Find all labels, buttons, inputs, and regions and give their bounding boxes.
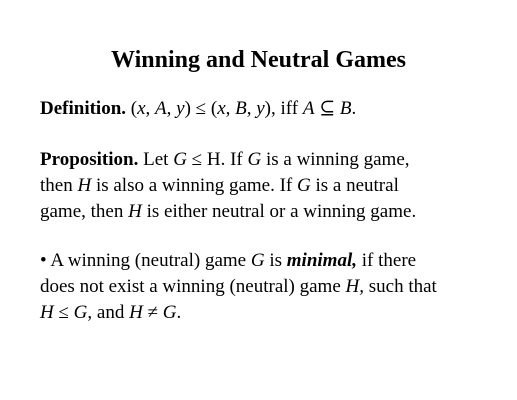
- definition-var: A: [302, 98, 315, 119]
- bullet-line-3: [40, 300, 500, 326]
- proposition-var: G: [173, 149, 187, 170]
- definition-var: A: [155, 98, 167, 119]
- proposition-label: Proposition.: [40, 149, 139, 170]
- definition-text: ), iff: [264, 98, 303, 119]
- proposition-line-1: [40, 147, 500, 173]
- definition-text: ⊆: [314, 98, 340, 119]
- definition-text: ,: [225, 98, 236, 119]
- proposition-var: H: [77, 175, 92, 196]
- definition-var: y: [256, 98, 265, 119]
- bullet-text: ≠: [142, 302, 163, 323]
- bullet-text: ≤: [53, 302, 74, 323]
- definition-line: [40, 96, 500, 122]
- definition-label: Definition.: [40, 98, 127, 119]
- definition-var: x: [137, 98, 146, 119]
- definition-text: (: [126, 98, 138, 119]
- proposition-paragraph: [40, 147, 500, 225]
- bullet-text: is: [264, 250, 287, 271]
- proposition-text: is also a winning game. If: [91, 175, 297, 196]
- definition-var: y: [176, 98, 185, 119]
- bullet-var: G: [250, 250, 265, 271]
- proposition-text: is a winning game,: [261, 149, 410, 170]
- definition-text: ) ≤ (: [184, 98, 218, 119]
- definition-text: ,: [166, 98, 177, 119]
- proposition-text: then: [40, 175, 78, 196]
- proposition-line-3: [40, 199, 500, 225]
- proposition-var: H: [128, 201, 142, 222]
- definition-var: B: [235, 98, 247, 119]
- proposition-text: ≤ H. If: [186, 149, 248, 170]
- bullet-var: G: [162, 302, 177, 323]
- proposition-var: G: [297, 175, 311, 196]
- bullet-text: • A winning (neutral) game: [40, 250, 251, 271]
- bullet-text: does not exist a winning (neutral) game: [40, 276, 346, 297]
- slide-title: Winning and Neutral Games: [111, 47, 406, 73]
- proposition-text: game, then: [40, 201, 129, 222]
- definition-var: B: [339, 98, 352, 119]
- definition-text: ,: [246, 98, 257, 119]
- bullet-text: if there: [357, 250, 417, 271]
- proposition-text: is either neutral or a winning game.: [141, 201, 417, 222]
- bullet-var: H,: [345, 276, 364, 297]
- bullet-var: H: [129, 302, 143, 323]
- bullet-text: .: [176, 302, 182, 323]
- proposition-var: G: [247, 149, 262, 170]
- bullet-emphasis-minimal: minimal,: [286, 250, 357, 271]
- definition-text: ,: [145, 98, 156, 119]
- bullet-var: G: [73, 302, 88, 323]
- definition-text: .: [351, 98, 357, 119]
- bullet-text: , and: [87, 302, 130, 323]
- proposition-text: Let: [138, 149, 174, 170]
- bullet-text: such that: [364, 276, 437, 297]
- bullet-line-1: [40, 248, 500, 274]
- definition-var: x: [217, 98, 226, 119]
- bullet-var: H: [40, 302, 54, 323]
- proposition-text: is a neutral: [310, 175, 399, 196]
- bullet-line-2: [40, 274, 500, 300]
- definition-paragraph: [40, 96, 500, 122]
- proposition-line-2: [40, 173, 500, 199]
- bullet-paragraph: [40, 248, 500, 326]
